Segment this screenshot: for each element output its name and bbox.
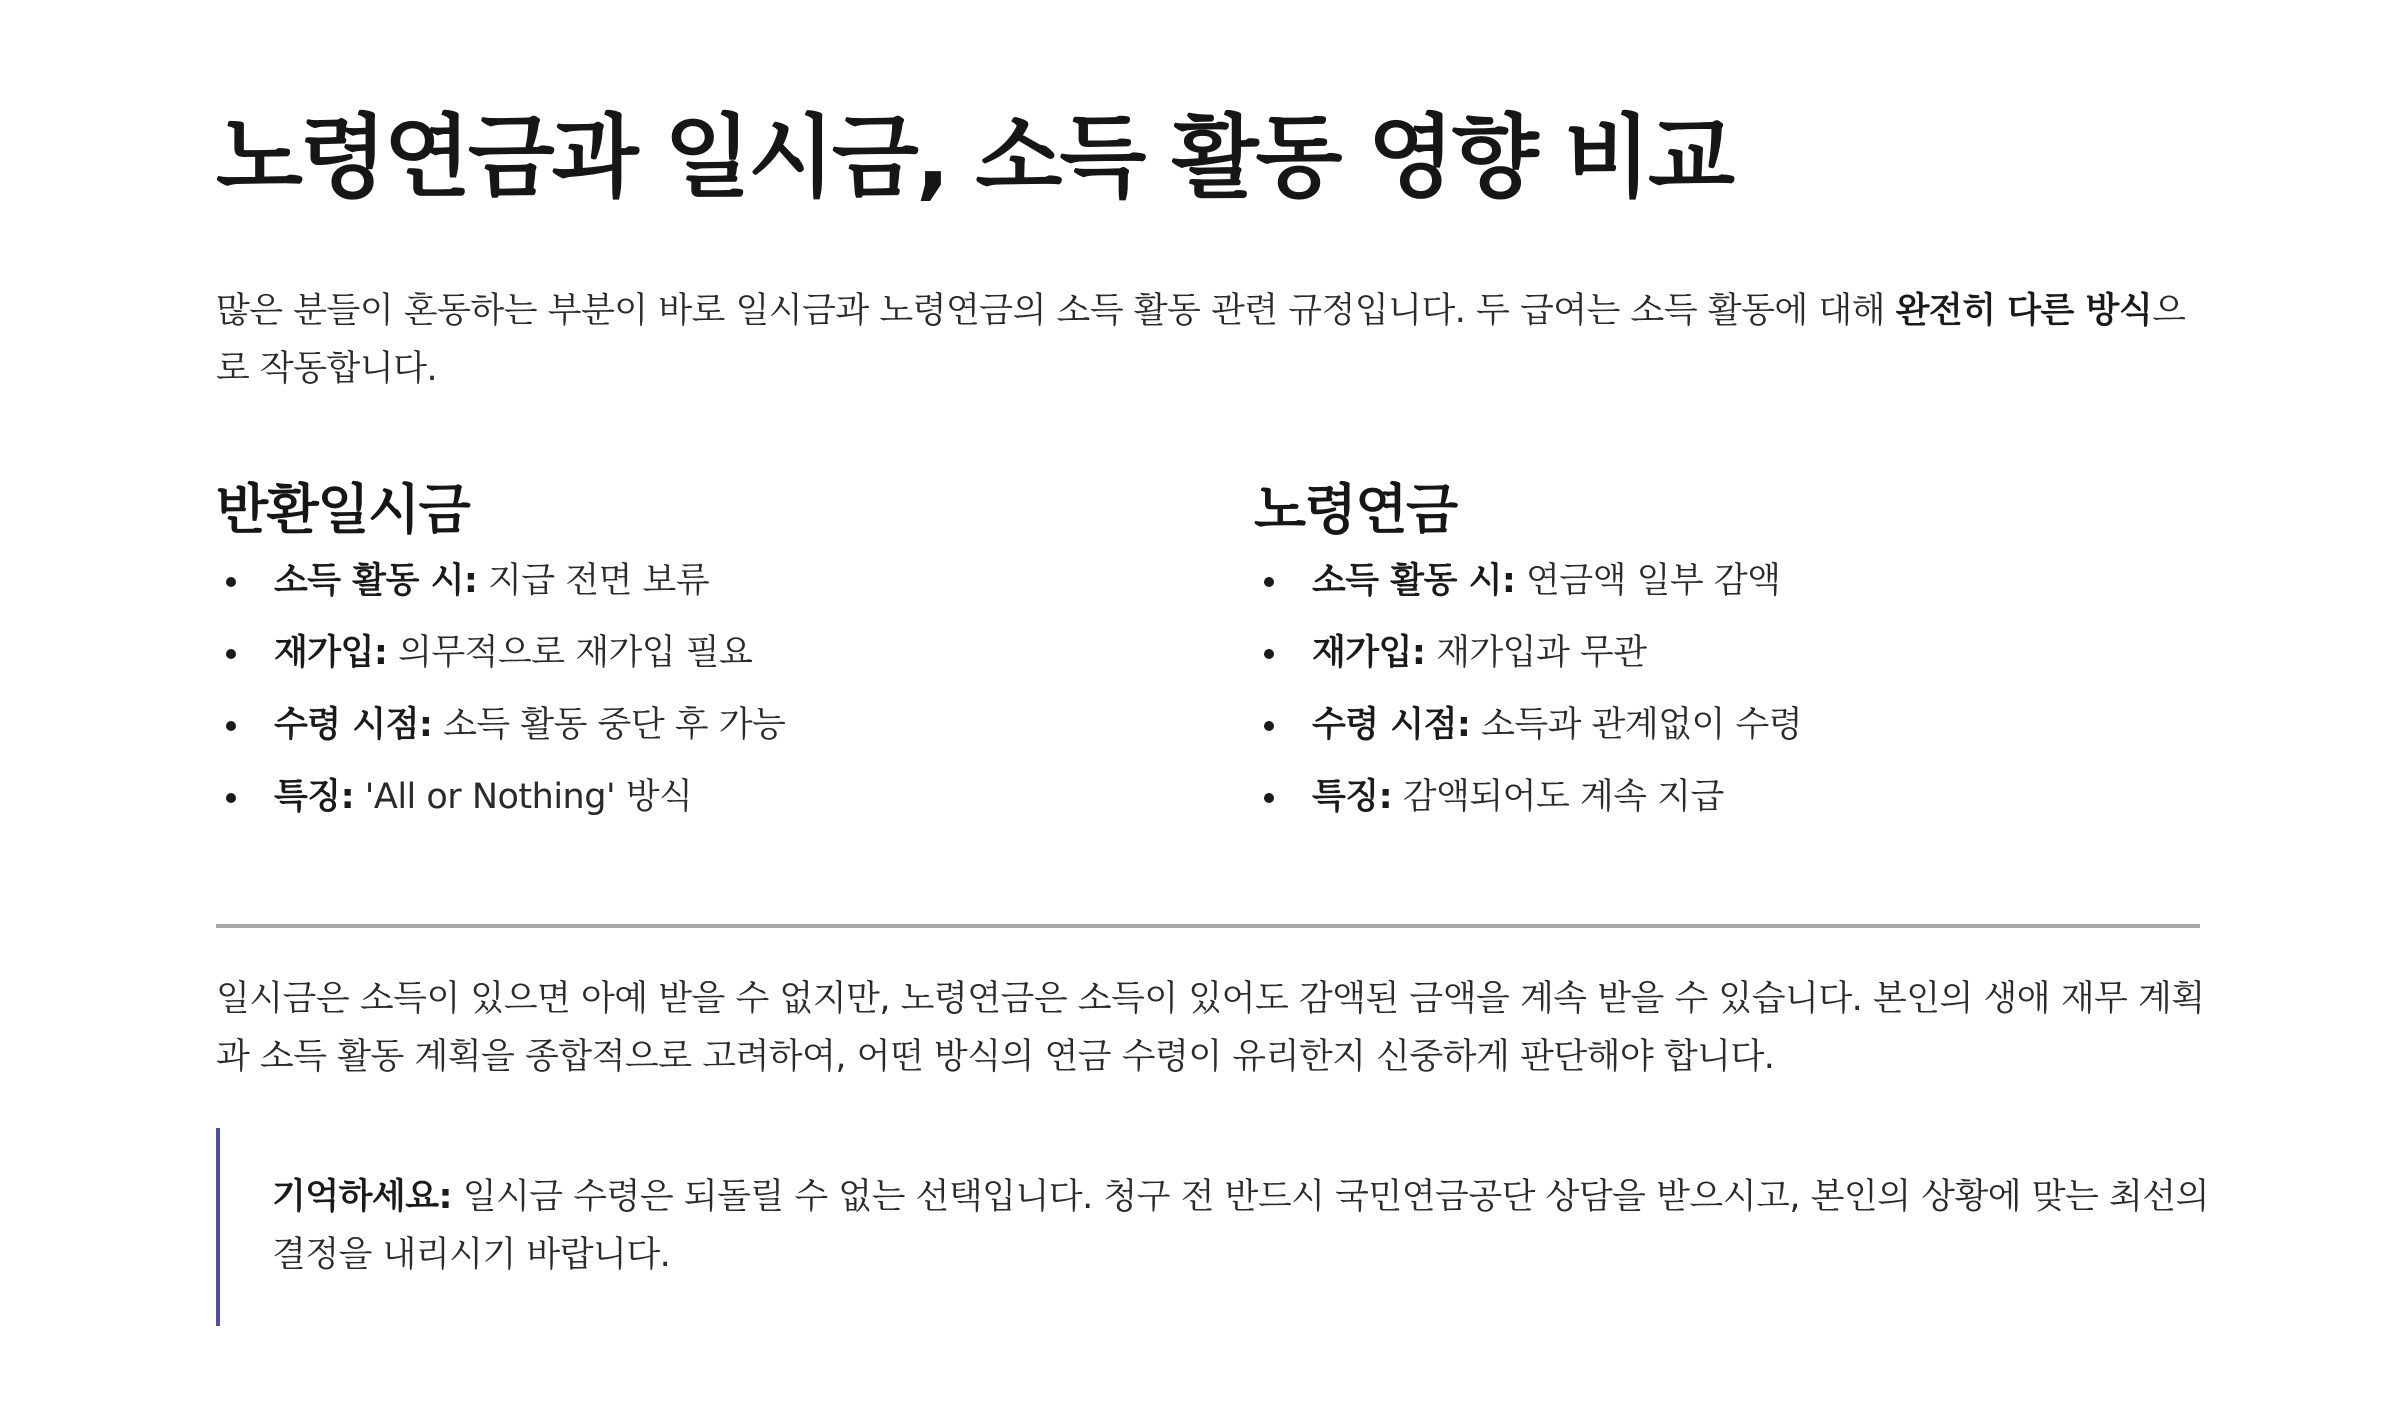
item-text: 'All or Nothing' 방식 [354, 777, 693, 817]
item-text: 소득 활동 중단 후 가능 [432, 705, 786, 745]
bullet-icon [1264, 721, 1274, 731]
item-label: 특징: [274, 777, 355, 817]
bullet-icon [226, 793, 236, 803]
bullet-icon [226, 577, 236, 587]
item-label: 특징: [1312, 777, 1393, 817]
list-item [216, 545, 1196, 617]
bullet-icon [1264, 649, 1274, 659]
bullet-icon [1264, 793, 1274, 803]
lump-sum-column [216, 470, 1196, 817]
intro-paragraph [216, 282, 2200, 398]
item-label: 수령 시점: [1312, 705, 1471, 745]
list-item [1254, 761, 2234, 833]
item-label: 소득 활동 시: [1312, 561, 1516, 601]
list-item [216, 689, 1196, 761]
intro-text-before: 많은 분들이 혼동하는 부분이 바로 일시금과 노령연금의 소득 활동 관련 규정입니다. 두 급여는 소득 활동에 대해 [216, 291, 1896, 331]
item-label: 수령 시점: [274, 705, 433, 745]
item-text: 재가입과 무관 [1425, 633, 1647, 673]
page-title: 노령연금과 일시금, 소득 활동 영향 비교 [216, 105, 1732, 210]
list-item [1254, 545, 2234, 617]
pension-list [1254, 545, 2234, 833]
list-item [216, 761, 1196, 833]
list-item [1254, 689, 2234, 761]
item-label: 재가입: [1312, 633, 1426, 673]
pension-heading: 노령연금 [1254, 478, 1457, 541]
lump-sum-list [216, 545, 1196, 833]
intro-emphasis: 완전히 다른 방식 [1895, 291, 2153, 331]
item-text: 소득과 관계없이 수령 [1470, 705, 1803, 745]
reminder-callout [216, 1128, 2209, 1326]
item-text: 감액되어도 계속 지급 [1392, 777, 1724, 817]
item-text: 연금액 일부 감액 [1515, 561, 1781, 601]
bullet-icon [226, 721, 236, 731]
horizontal-divider [216, 924, 2200, 928]
list-item [216, 617, 1196, 689]
bullet-icon [1264, 577, 1274, 587]
item-label: 소득 활동 시: [274, 561, 478, 601]
reminder-text [272, 1168, 2212, 1284]
item-text: 지급 전면 보류 [477, 561, 710, 601]
intro-text-after: 으로 작동합니다. [216, 291, 2186, 389]
list-item [1254, 617, 2234, 689]
summary-paragraph: 일시금은 소득이 있으면 아예 받을 수 없지만, 노령연금은 소득이 있어도 감액된 금액을 계속 받을 수 있습니다. 본인의 생애 재무 계획과 소득 활동 계획을 종합적으로 고려하여, 어떤 방식의 연금 수령이 유리한지 신중하게 판단해야 합니다. [216, 979, 2205, 1077]
bullet-icon [226, 649, 236, 659]
reminder-body: 일시금 수령은 되돌릴 수 없는 선택입니다. 청구 전 반드시 국민연금공단 상담을 받으시고, 본인의 상황에 맞는 최선의 결정을 내리시기 바랍니다. [272, 1177, 2209, 1275]
pension-column [1254, 470, 2234, 817]
lump-sum-heading: 반환일시금 [216, 478, 470, 541]
reminder-label: 기억하세요: [272, 1177, 453, 1217]
item-text: 의무적으로 재가입 필요 [387, 633, 753, 673]
item-label: 재가입: [274, 633, 388, 673]
